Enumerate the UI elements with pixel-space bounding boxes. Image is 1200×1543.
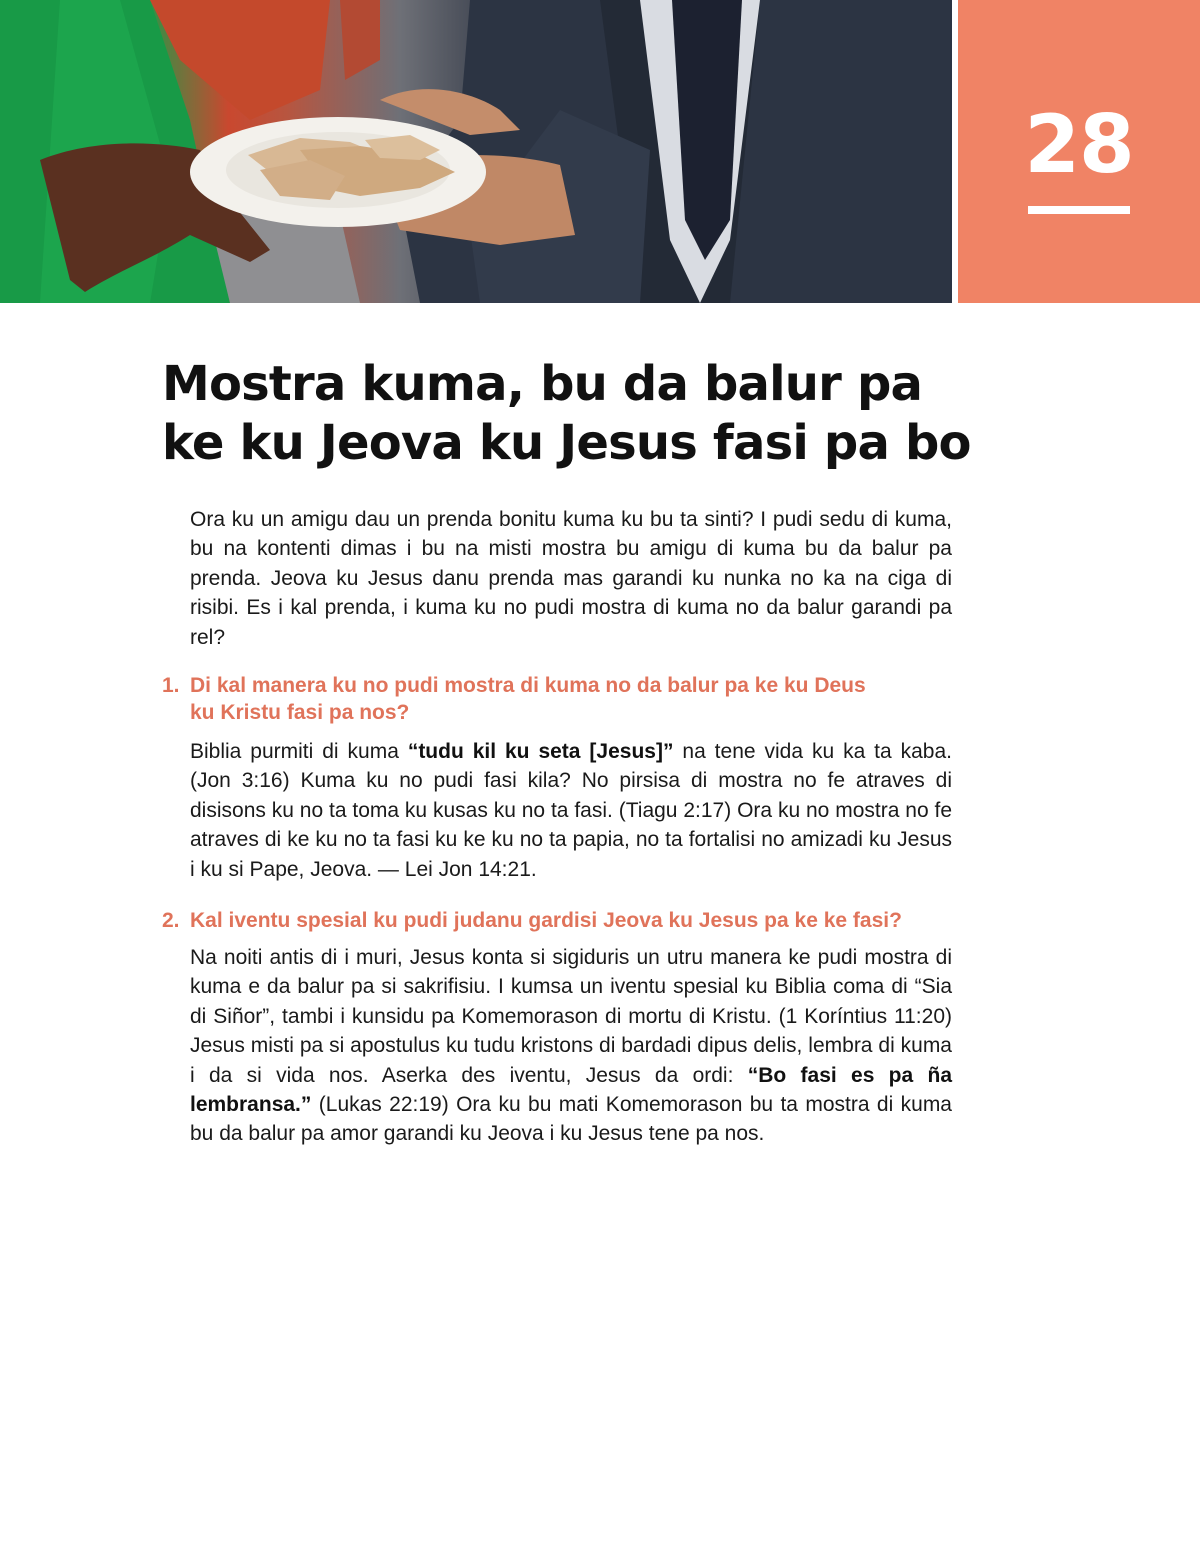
question-text-line1: Kal iventu spesial ku pudi judanu gardisi Jeova ku Jesus pa ke ke fasi?	[190, 909, 902, 932]
answer-text: na tene vida ku ka ta kaba. (Jon 3:16) Kuma ku no pudi fasi kila? No pirsisa di mostra no fe atraves di disisons ku no ta toma ku kusas ku no ta fasi. (Tiagu 2:17) Ora ku no mostra no fe atraves di ke ku no ta fasi ku ke ku no ta papia, no ta fortalisi no amizadi ku Jesus i ku si Pape, Jeova. — Lei Jon 14:21.	[190, 740, 953, 881]
question-1	[162, 672, 962, 726]
intro-paragraph: Ora ku un amigu dau un prenda bonitu kuma ku bu ta sinti? I pudi sedu di kuma, bu na kontenti dimas i bu na misti mostra bu amigu di kuma bu da balur pa prenda. Jeova ku Jesus danu prenda mas garandi ku nunka no ka na ciga di risibi. Es i kal prenda, i kuma ku no pudi mostra di kuma no da balur garandi pa rel?	[190, 508, 952, 649]
memorial-bread-illustration	[0, 0, 952, 303]
header-photo	[0, 0, 952, 303]
lesson-title-line1: Mostra kuma, bu da balur pa	[162, 356, 923, 412]
lesson-title-line2: ke ku Jeova ku Jesus fasi pa bo	[162, 415, 971, 471]
lesson-title	[162, 355, 982, 473]
chapter-number-underline	[1028, 206, 1130, 214]
answer-1-paragraph	[190, 737, 952, 884]
answer-text: (Lukas 22:19) Ora ku bu mati Komemorason bu ta mostra di kuma bu da balur pa amor garandi ku Jeova i ku Jesus tene pa nos.	[190, 1093, 952, 1146]
chapter-badge	[958, 0, 1200, 303]
answer-text: Biblia purmiti di kuma	[190, 740, 408, 763]
scripture-quote: “Bo fasi es pa ña lembransa.”	[190, 1063, 952, 1117]
question-number: 2.	[162, 909, 180, 932]
question-text-line2: ku Kristu fasi pa nos?	[190, 701, 410, 724]
scripture-quote: “tudu kil ku seta [Jesus]”	[407, 740, 674, 763]
question-number: 1.	[162, 674, 180, 697]
question-text-line1: Di kal manera ku no pudi mostra di kuma no da balur pa ke ku Deus	[190, 674, 866, 697]
question-2	[162, 907, 962, 934]
answer-2-paragraph	[190, 943, 952, 1149]
answer-text: Na noiti antis di i muri, Jesus konta si sigiduris un utru manera ke pudi mostra di kuma e da balur pa si sakrifisiu. I kumsa un iventu spesial ku Biblia coma di “Sia di Siñor”, tambi i kunsidu pa Komemorason di mortu di Kristu. (1 Koríntius 11:20) Jesus misti pa si apostulus ku tudu kristons di bardadi dipus delis, lembra di kuma i da si vida nos. Aserka des iventu, Jesus da ordi:	[190, 946, 952, 1087]
chapter-number: 28	[1024, 98, 1134, 191]
